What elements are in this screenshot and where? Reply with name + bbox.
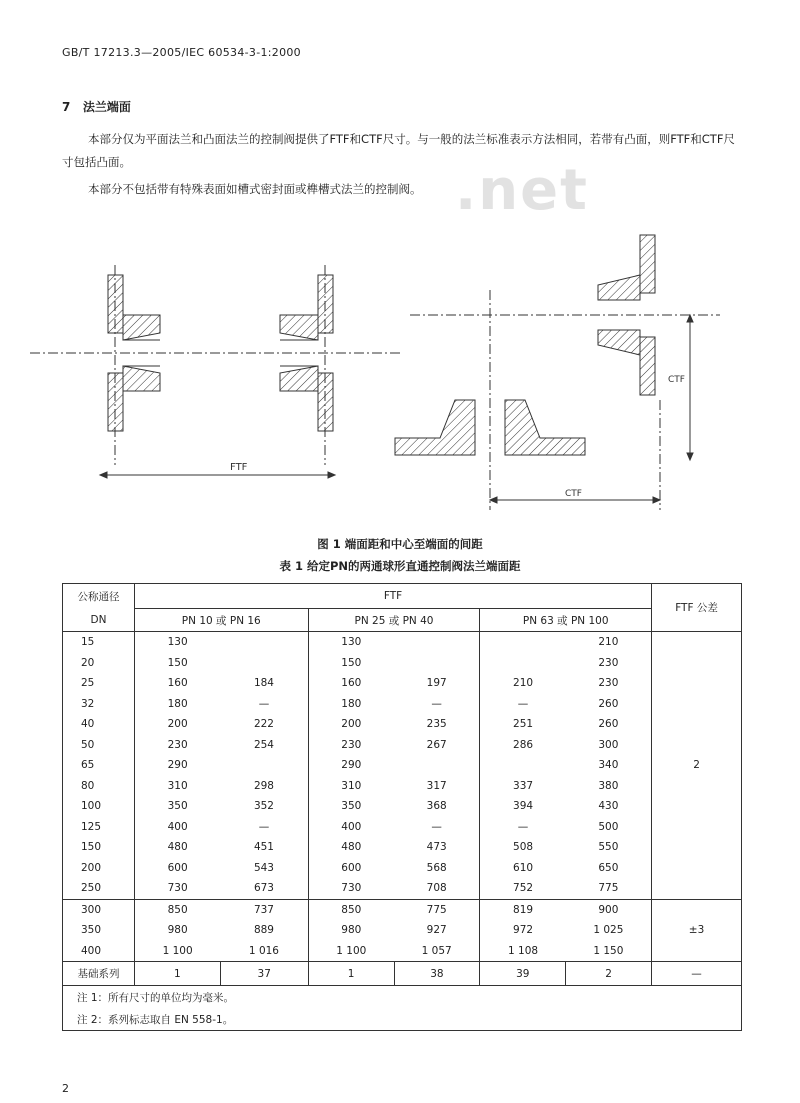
ftf-cell: 350 [341,800,362,813]
ftf-cell: 430 [566,796,652,817]
ftf-cell: 451 [220,837,308,858]
ftf-cell: 1 057 [394,941,480,962]
dn-cell: 32 [63,694,135,715]
ftf-cell: — [220,694,308,715]
ftf-cell: 850 [167,903,188,916]
ftf-cell: 775 [394,899,480,920]
ftf-cell: 1 100 [308,941,394,962]
table-row [63,632,742,653]
ftf-cell: 473 [394,837,480,858]
ftf-cell: 130 [341,636,362,649]
table-note-2: 注 2：系列标志取自 EN 558-1。 [63,1008,742,1031]
ftf-cell [480,653,566,674]
ftf-cell: 1 025 [566,920,652,941]
ftf-cell: — [394,694,480,715]
ftf-cell: 317 [394,776,480,797]
ftf-cell: 267 [394,735,480,756]
table-row [63,817,742,838]
ftf-cell: 610 [513,861,534,874]
dn-cell: 300 [63,899,135,920]
ftf-cell: 1 100 [134,941,220,962]
table-row [63,653,742,674]
ftf-cell: — [517,820,529,833]
th-tol: FTF 公差 [652,584,742,632]
ftf-cell: 543 [220,858,308,879]
th-dn: 公称通径 [63,584,135,609]
watermark: .net [455,158,589,223]
basis-value: 1 [308,962,394,986]
tolerance-cell: 2 [652,632,742,900]
ftf-cell: 900 [566,899,652,920]
dn-cell: 50 [63,735,135,756]
ftf-cell: 352 [220,796,308,817]
ftf-cell: — [394,817,480,838]
ftf-cell: — [517,697,529,710]
ftf-cell: 150 [167,656,188,669]
table-row [63,755,742,776]
dn-cell: 80 [63,776,135,797]
basis-value: 37 [220,962,308,986]
ftf-cell: 500 [566,817,652,838]
dn-cell: 125 [63,817,135,838]
ftf-cell: 550 [566,837,652,858]
ftf-cell: 972 [513,924,534,937]
ftf-cell: 130 [167,636,188,649]
ftf-cell: 251 [513,718,534,731]
ftf-cell: 222 [220,714,308,735]
ftf-cell: 310 [167,779,188,792]
ftf-cell: 650 [566,858,652,879]
ftf-cell: 730 [134,878,220,899]
ftf-cell: 160 [341,677,362,690]
table-row [63,878,742,899]
table-note-1: 注 1：所有尺寸的单位均为毫米。 [63,986,742,1009]
table-row [63,673,742,694]
dn-cell: 15 [63,632,135,653]
table-row [63,694,742,715]
ftf-cell: 310 [341,779,362,792]
ftf-cell: 400 [167,820,188,833]
ftf-cell: 673 [220,878,308,899]
ftf-cell: 1 016 [220,941,308,962]
ftf-cell: 752 [480,878,566,899]
ftf-cell: 775 [566,878,652,899]
ftf-cell: 480 [341,841,362,854]
ftf-cell: 298 [220,776,308,797]
dn-cell: 25 [63,673,135,694]
ftf-cell: 927 [394,920,480,941]
ftf-cell [220,755,308,776]
ftf-cell [220,632,308,653]
table-row [63,920,742,941]
table-row [63,899,742,920]
ftf-cell: 1 150 [566,941,652,962]
ctf-horizontal-label: CTF [565,489,582,499]
ftf-cell: 300 [566,735,652,756]
paragraph-1: 本部分仅为平面法兰和凸面法兰的控制阀提供了FTF和CTF尺寸。与一般的法兰标准表示方法相同，若带有凸面，则FTF和CTF尺寸包括凸面。 [62,132,735,169]
table-row [63,796,742,817]
ftf-cell: 290 [167,759,188,772]
section-heading [62,98,131,115]
ftf-table [62,583,742,1031]
right-valve-drawing [395,235,720,510]
ftf-cell: 394 [513,800,534,813]
ftf-cell: 200 [341,718,362,731]
ftf-cell [220,653,308,674]
ftf-cell: 737 [220,899,308,920]
ftf-cell: 708 [394,878,480,899]
ftf-cell: 184 [220,673,308,694]
left-valve-drawing [30,265,400,478]
dn-cell: 40 [63,714,135,735]
ftf-cell: 600 [167,861,188,874]
dn-cell: 100 [63,796,135,817]
ftf-cell [480,755,566,776]
section-number: 7 [62,100,71,114]
table-caption: 表 1 给定PN的两通球形直通控制阀法兰端面距 [279,559,521,573]
dn-cell: 65 [63,755,135,776]
ftf-cell: 260 [566,714,652,735]
ftf-cell: 160 [167,677,188,690]
ftf-cell: 850 [341,903,362,916]
ftf-cell: 200 [167,718,188,731]
th-group-1: PN 10 或 PN 16 [134,609,308,632]
figure-caption: 图 1 端面距和中心至端面的间距 [317,537,483,551]
paragraph-2: 本部分不包括带有特殊表面如槽式密封面或榫槽式法兰的控制阀。 [88,182,422,196]
ftf-cell [394,632,480,653]
table-row [63,941,742,962]
section-title: 法兰端面 [82,100,131,114]
ftf-cell: 286 [513,738,534,751]
ftf-cell: 350 [167,800,188,813]
ftf-cell: 368 [394,796,480,817]
table-row [63,735,742,756]
ftf-label: FTF [230,462,248,473]
basis-tol: — [652,962,742,986]
table-row [63,714,742,735]
ftf-cell: 290 [341,759,362,772]
ftf-cell: 260 [566,694,652,715]
table-body-1 [63,632,742,900]
tolerance-cell: ±3 [652,899,742,962]
page-number: 2 [62,1082,69,1095]
ftf-cell: 210 [513,677,534,690]
ftf-cell: 197 [394,673,480,694]
table-row [63,837,742,858]
ftf-cell: 230 [566,673,652,694]
dn-cell: 200 [63,858,135,879]
ftf-cell: 980 [167,924,188,937]
ftf-cell: 568 [394,858,480,879]
ftf-cell: 337 [513,779,534,792]
th-group-3: PN 63 或 PN 100 [480,609,652,632]
ftf-cell: 230 [566,653,652,674]
flange-figure [0,220,800,520]
th-group-2: PN 25 或 PN 40 [308,609,480,632]
ftf-cell: 210 [566,632,652,653]
ftf-cell: 1 108 [480,941,566,962]
table-row [63,776,742,797]
ftf-cell: 150 [341,656,362,669]
ftf-cell: 180 [341,697,362,710]
document-header: GB/T 17213.3—2005/IEC 60534-3-1:2000 [62,46,301,59]
ftf-cell: 180 [167,697,188,710]
th-dn2: DN [63,609,135,632]
ftf-cell [394,653,480,674]
ctf-vertical-label: CTF [668,375,685,385]
ftf-cell: 480 [167,841,188,854]
dn-cell: 20 [63,653,135,674]
ftf-cell: 600 [341,861,362,874]
ftf-cell [480,632,566,653]
dn-cell: 400 [63,941,135,962]
ftf-cell: 400 [341,820,362,833]
dn-cell: 150 [63,837,135,858]
ftf-cell: 380 [566,776,652,797]
ftf-cell: — [220,817,308,838]
ftf-cell: 235 [394,714,480,735]
ftf-cell: 340 [566,755,652,776]
ftf-cell: 819 [513,903,534,916]
ftf-cell [394,755,480,776]
table-row [63,858,742,879]
th-ftf: FTF [134,584,651,609]
ftf-cell: 230 [167,738,188,751]
basis-value: 38 [394,962,480,986]
table-body-2 [63,899,742,962]
dn-cell: 250 [63,878,135,899]
ftf-cell: 254 [220,735,308,756]
basis-value: 1 [134,962,220,986]
ftf-cell: 230 [341,738,362,751]
basis-label: 基础系列 [63,962,135,986]
basis-value: 39 [480,962,566,986]
ftf-cell: 730 [308,878,394,899]
ftf-cell: 508 [513,841,534,854]
basis-value: 2 [566,962,652,986]
ftf-cell: 980 [341,924,362,937]
ftf-cell: 889 [220,920,308,941]
dn-cell: 350 [63,920,135,941]
